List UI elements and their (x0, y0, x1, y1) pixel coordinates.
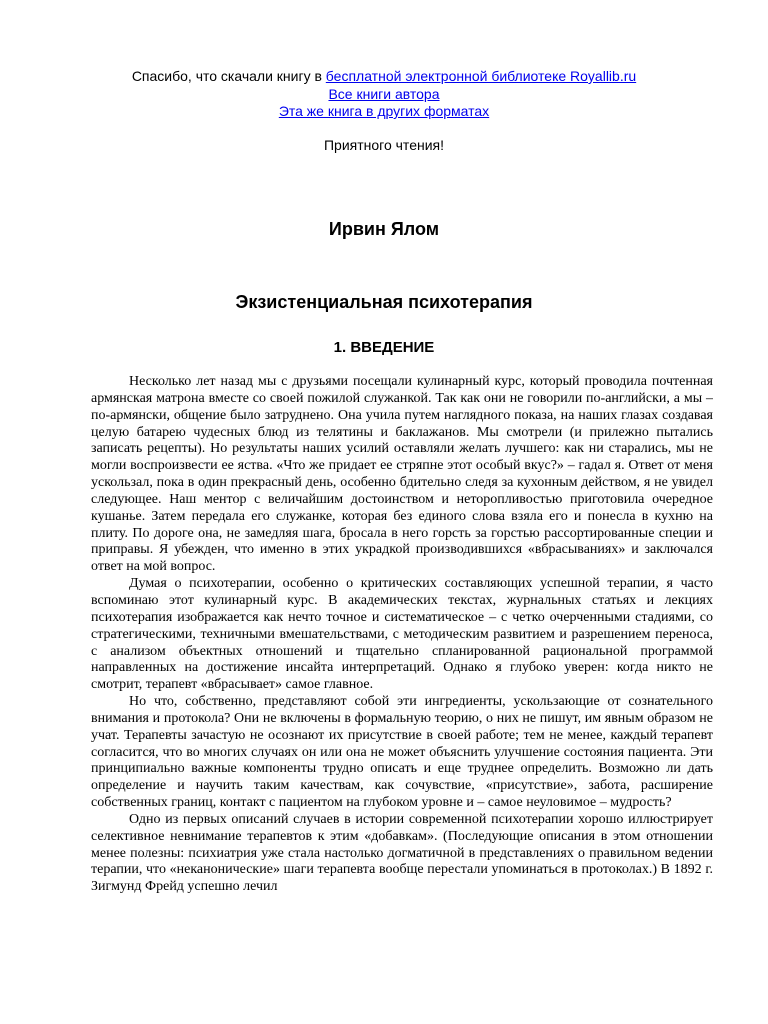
thanks-line (0, 68, 768, 86)
author-books-line (0, 86, 768, 104)
thanks-text: Спасибо, что скачали книгу в (131, 68, 326, 84)
download-notice (0, 68, 768, 121)
chapter-title: 1. ВВЕДЕНИЕ (333, 339, 435, 356)
other-formats-line (0, 103, 768, 121)
paragraph: Думая о психотерапии, особенно о критических составляющих успешной терапии, я часто вспоминаю этот кулинарный курс. В академических текстах, журнальных статьях и лекциях психотерапия изображается как нечто точное и систематическое – с четко очерченными стадиями, со стратегическими, техничными вмешательствами, с методическим развитием и разрешением переноса, с анализом объектных отношений и тщательно спланированной рациональной программой направленных на достижение инсайта интерпретаций. Однако я глубоко уверен: когда никто не смотрит, терапевт «вбрасывает» самое главное. (91, 576, 713, 693)
author-books-link[interactable]: Все книги автора (328, 85, 440, 102)
paragraph: Несколько лет назад мы с друзьями посещали кулинарный курс, который проводила почтенная армянская матрона вместе со своей пожилой служанкой. Так как они не говорили по-английски, а мы – по-армянски, общение было затруднено. Она учила путем наглядного показа, на наших глазах создавая целую батарею чудесных блюд из телятины и баклажанов. Мы смотрели (и прилежно пытались записать рецепты). Но результаты наших усилий оставляли желать лучшего: как ни старались, мы не могли воспроизвести ее яства. «Что же придает ее стряпне этот особый вкус?» – гадал я. Ответ от меня ускользал, пока в один прекрасный день, особенно бдительно следя за кухонным действом, я не увидел следующее. Наш ментор с величайшим достоинством и неторопливостью приготовила очередное кушанье. Затем передала его служанке, которая без единого слова взяла его и понесла в кухню на плиту. По дороге она, не замедляя шага, бросала в него горсть за горстью рассортированные специи и приправы. Я убежден, что именно в этих украдкой производившихся «вбрасываниях» и заключался ответ на мой вопрос. (91, 374, 713, 575)
other-formats-link[interactable]: Эта же книга в других форматах (278, 103, 490, 119)
book-title: Экзистенциальная психотерапия (235, 292, 533, 312)
paragraph: Одно из первых описаний случаев в истории современной психотерапии хорошо иллюстрирует селективное невнимание терапевтов к этим «добавкам». (Последующие описания в этом отношении менее полезны: психиатрия уже стала настолько догматичной в представлениях о правильном ведении терапии, что «неканонические» шаги терапевта вообще перестали упоминаться в протоколах.) В 1892 г. Зигмунд Фрейд успешно лечил (91, 811, 713, 895)
paragraph: Но что, собственно, представляют собой эти ингредиенты, ускользающие от сознательного внимания и протокола? Они не включены в формальную теорию, о них не пишут, им явным образом не учат. Терапевты зачастую не осознают их присутствие в своей работе; тем не менее, каждый терапевт согласится, что во многих случаях он или она не может объяснить улучшение состояния пациента. Эти принципиально важные компоненты трудно описать и еще труднее определить. Возможно ли дать определение и научить таким качествам, как сочувствие, «присутствие», забота, расширение собственных границ, контакт с пациентом на глубоком уровне и – самое неуловимое – мудрость? (91, 694, 713, 811)
greeting-text: Приятного чтения! (323, 137, 444, 153)
library-link[interactable]: бесплатной электронной библиотеке Royallib.ru (325, 68, 637, 84)
body-text (91, 374, 713, 1014)
author-name: Ирвин Ялом (328, 219, 440, 239)
